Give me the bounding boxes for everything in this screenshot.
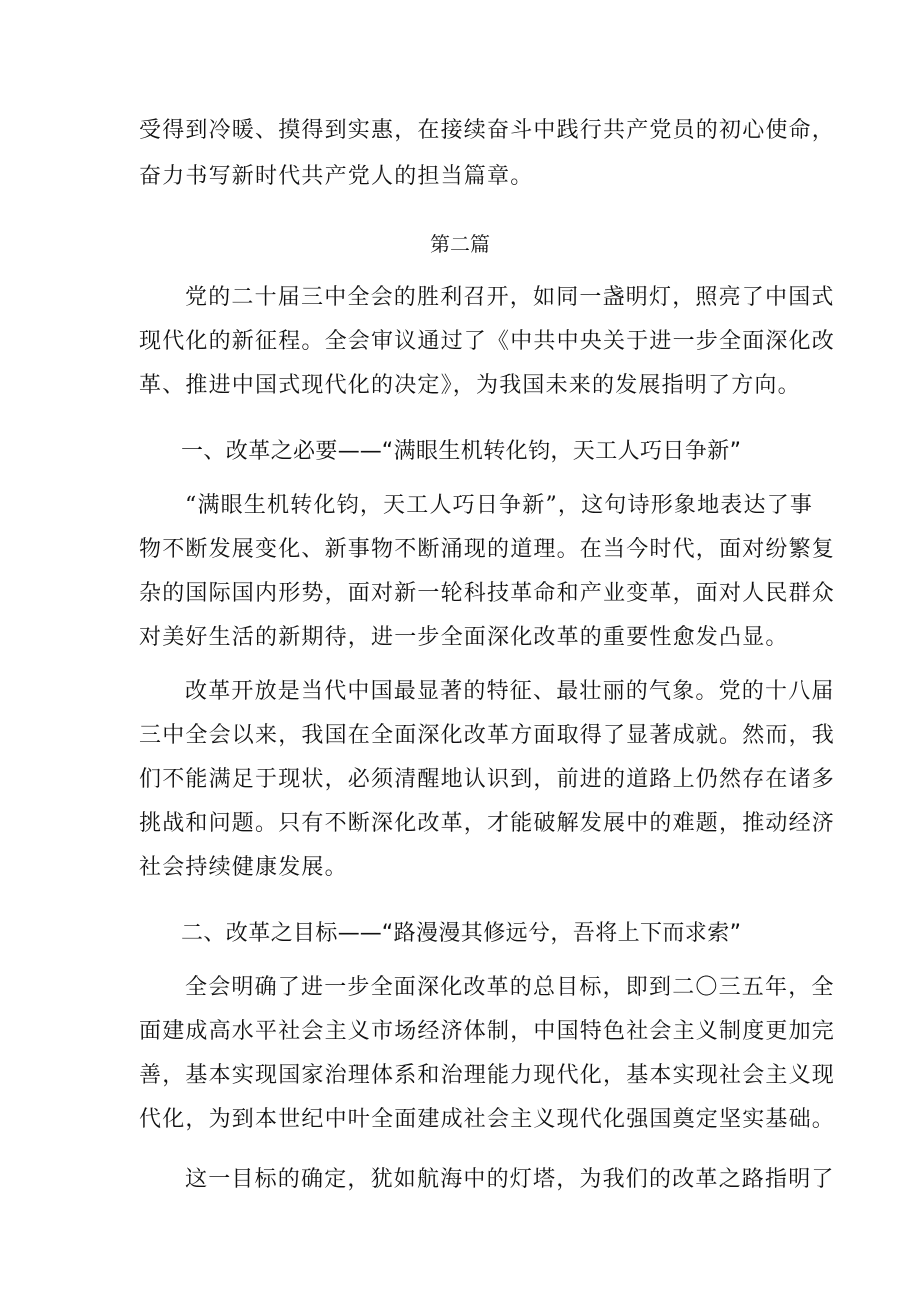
para2-line-4: 对美好生活的新期待，进一步全面深化改革的重要性愈发凸显。 [139,625,789,650]
para4-line-2: 面建成高水平社会主义市场经济体制，中国特色社会主义制度更加完 [139,1019,836,1044]
para4-line-4: 代化，为到本世纪中叶全面建成社会主义现代化强国奠定坚实基础。 [139,1107,836,1132]
para1-line-3: 革、推进中国式现代化的决定》，为我国未来的发展指明了方向。 [139,373,801,398]
intro-line-1: 受得到冷暖、摸得到实惠，在接续奋斗中践行共产党员的初心使命， [139,118,836,143]
para3-line-1: 改革开放是当代中国最显著的特征、最壮丽的气象。党的十八届 [185,679,835,704]
para3-line-2: 三中全会以来，我国在全面深化改革方面取得了显著成就。然而，我 [139,723,836,748]
para1-line-1: 党的二十届三中全会的胜利召开，如同一盏明灯，照亮了中国式 [185,285,835,310]
para3-line-5: 社会持续健康发展。 [139,855,348,880]
para4-line-1: 全会明确了进一步全面深化改革的总目标，即到二〇三五年，全 [185,975,835,1000]
intro-line-2: 奋力书写新时代共产党人的担当篇章。 [139,164,534,189]
section-title: 第二篇 [430,232,490,256]
para2-line-2: 物不断发展变化、新事物不断涌现的道理。在当今时代，面对纷繁复 [139,537,836,562]
para5-line-1: 这一目标的确定，犹如航海中的灯塔，为我们的改革之路指明了 [185,1167,835,1192]
heading-2: 二、改革之目标——“路漫漫其修远兮，吾将上下而求索” [181,921,741,946]
para3-line-4: 挑战和问题。只有不断深化改革，才能破解发展中的难题，推动经济 [139,811,836,836]
heading-1: 一、改革之必要——“满眼生机转化钧，天工人巧日争新” [181,439,741,464]
para4-line-3: 善，基本实现国家治理体系和治理能力现代化，基本实现社会主义现 [139,1063,836,1088]
para2-line-1: “满眼生机转化钧，天工人巧日争新”，这句诗形象地表达了事 [185,493,814,518]
para2-line-3: 杂的国际国内形势，面对新一轮科技革命和产业变革，面对人民群众 [139,581,836,606]
para1-line-2: 现代化的新征程。全会审议通过了《中共中央关于进一步全面深化改 [139,329,836,354]
para3-line-3: 们不能满足于现状，必须清醒地认识到，前进的道路上仍然存在诸多 [139,767,836,792]
